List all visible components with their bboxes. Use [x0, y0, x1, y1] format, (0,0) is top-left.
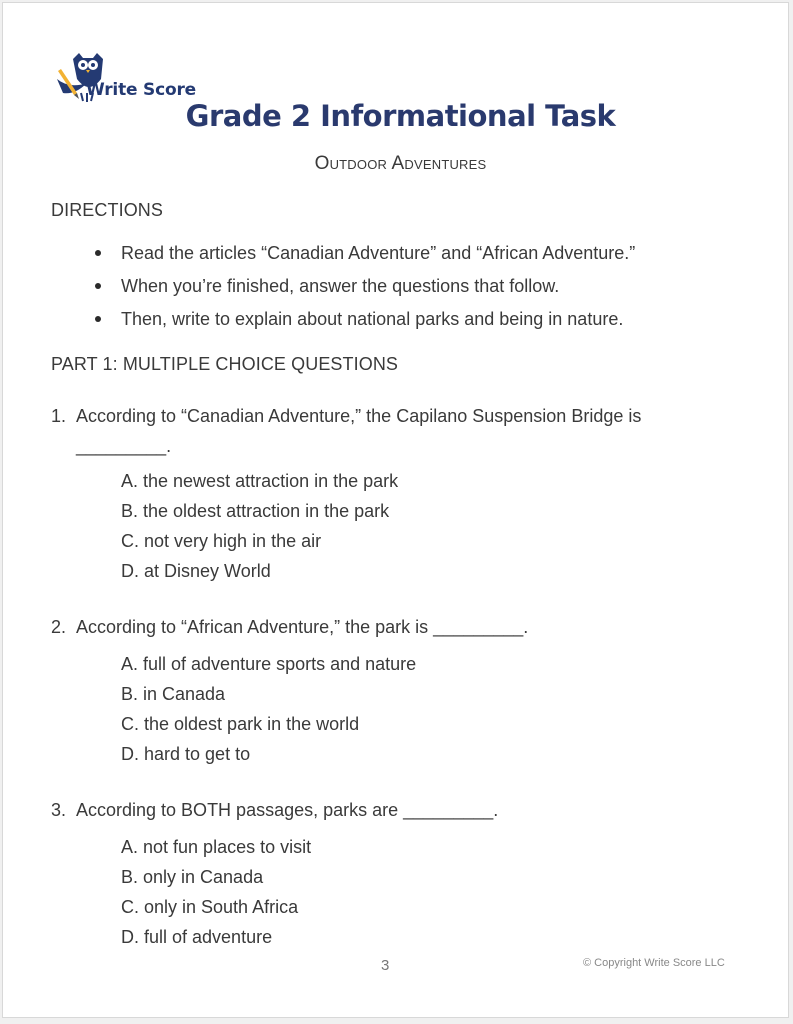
bullet-icon: [95, 283, 101, 289]
answer-option[interactable]: C. not very high in the air: [121, 531, 322, 551]
page-number: 3: [381, 957, 390, 974]
question-3-options: [121, 832, 311, 952]
question-text: According to BOTH passages, parks are _________.: [76, 800, 499, 820]
answer-option[interactable]: A. full of adventure sports and nature: [121, 654, 417, 674]
answer-option[interactable]: C. only in South Africa: [121, 897, 299, 917]
question-number: 1.: [51, 406, 67, 426]
answer-option[interactable]: B. in Canada: [121, 684, 226, 704]
direction-text: Then, write to explain about national parks and being in nature.: [121, 309, 624, 329]
answer-option[interactable]: B. the oldest attraction in the park: [121, 501, 390, 521]
question-number: 3.: [51, 800, 67, 820]
bullet-icon: [95, 316, 101, 322]
answer-option[interactable]: D. hard to get to: [121, 744, 251, 764]
answer-option[interactable]: A. not fun places to visit: [121, 837, 312, 857]
direction-text: When you’re finished, answer the questions that follow.: [121, 276, 560, 296]
answer-option[interactable]: B. only in Canada: [121, 867, 264, 887]
page-title: Grade 2 Informational Task: [185, 99, 616, 133]
bullet-icon: [95, 250, 101, 256]
page-subtitle: Outdoor Adventures: [314, 153, 487, 174]
answer-option[interactable]: A. the newest attraction in the park: [121, 471, 399, 491]
direction-text: Read the articles “Canadian Adventure” and “African Adventure.”: [121, 243, 636, 263]
question-text: According to “Canadian Adventure,” the Capilano Suspension Bridge is _________.: [76, 406, 642, 456]
question-number: 2.: [51, 617, 67, 637]
worksheet-page: [2, 2, 789, 1018]
question-2-options: [121, 649, 416, 769]
question-1-options: [121, 466, 398, 586]
answer-option[interactable]: D. full of adventure: [121, 927, 273, 947]
copyright-notice: © Copyright Write Score LLC: [583, 957, 725, 969]
answer-option[interactable]: D. at Disney World: [121, 561, 271, 581]
question-text: According to “African Adventure,” the park is _________.: [76, 617, 529, 637]
brand-name: Write Score: [86, 80, 196, 100]
answer-option[interactable]: C. the oldest park in the world: [121, 714, 360, 734]
directions-heading: DIRECTIONS: [51, 200, 164, 220]
part1-heading: PART 1: MULTIPLE CHOICE QUESTIONS: [51, 354, 399, 374]
